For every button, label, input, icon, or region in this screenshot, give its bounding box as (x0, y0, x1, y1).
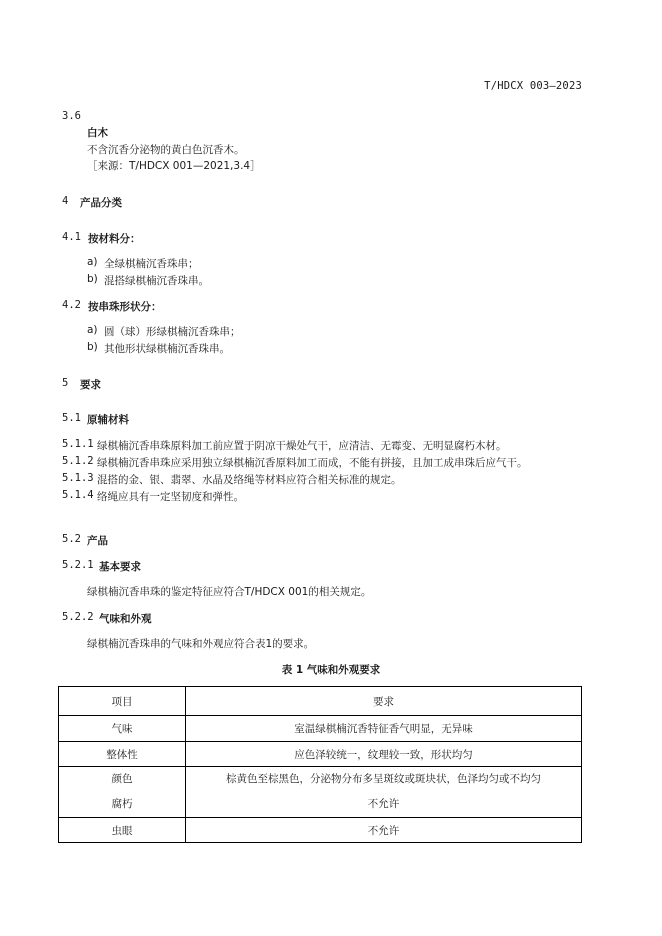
subsection-number: 4.2 (62, 299, 81, 311)
table-caption: 表 1 气味和外观要求 (281, 664, 381, 676)
clause-text: 绿棋楠沉香串珠应采用独立绿棋楠沉香原料加工而成，不能有拼接，且加工成串珠后应气干。 (97, 457, 528, 469)
list-marker: a) (87, 256, 98, 268)
section-number: 5 (62, 377, 69, 389)
list-item: 全绿棋楠沉香珠串； (104, 258, 199, 270)
subsection-title: 原辅材料 (87, 414, 129, 426)
clause-text: 绿棋楠沉香串珠原料加工前应置于阴凉干燥处气干，应清洁、无霉变、无明显腐朽木材。 (97, 440, 507, 452)
table-cell: 腐朽 (111, 798, 133, 810)
section-number: 4 (62, 195, 69, 207)
table-row (59, 716, 582, 742)
subsection-title: 按材料分： (88, 233, 141, 245)
clause-number: 5.1.1 (62, 438, 94, 450)
clause-text: 绿棋楠沉香珠串的气味和外观应符合表1的要求。 (87, 638, 315, 650)
subsection-number: 5.2 (62, 533, 81, 545)
clause-text: 络绳应具有一定坚韧度和弹性。 (97, 491, 244, 503)
clause-number: 5.1.4 (62, 489, 94, 501)
subsection-title: 按串珠形状分： (88, 301, 162, 313)
term-definition: 不含沉香分泌物的黄白色沉香木。 (87, 144, 245, 156)
table-header-row (59, 687, 582, 716)
list-marker: b) (87, 273, 98, 285)
clause-number: 3.6 (62, 110, 81, 122)
list-item: 混搭绿棋楠沉香珠串。 (104, 275, 209, 287)
clause-number: 5.1.2 (62, 455, 94, 467)
clause-number: 5.2.1 (62, 559, 94, 571)
table-cell: 应色泽较统一，纹理较一致，形状均匀 (186, 742, 582, 767)
term-source: ［来源：T/HDCX 001—2021,3.4］ (87, 160, 261, 172)
section-title: 产品分类 (80, 197, 122, 209)
table-cell-group (186, 767, 582, 818)
table-cell: 虫眼 (59, 818, 186, 843)
table-row (59, 767, 582, 818)
table-cell-group (59, 767, 186, 818)
section-title: 要求 (80, 379, 101, 391)
requirements-table (58, 686, 582, 843)
subsection-number: 4.1 (62, 231, 81, 243)
table-header-cell: 项目 (59, 687, 186, 716)
subsection-number: 5.1 (62, 412, 81, 424)
list-marker: a) (87, 324, 98, 336)
table-cell: 气味 (59, 716, 186, 742)
table-cell: 颜色 (111, 773, 133, 785)
table-cell: 不允许 (367, 798, 400, 810)
table-cell: 不允许 (186, 818, 582, 843)
clause-title: 气味和外观 (99, 613, 152, 625)
subsection-title: 产品 (87, 535, 108, 547)
term-title: 白木 (87, 127, 108, 139)
table-header-cell: 要求 (186, 687, 582, 716)
clause-title: 基本要求 (99, 561, 141, 573)
document-number: T/HDCX 003—2023 (484, 80, 582, 92)
table-cell: 整体性 (59, 742, 186, 767)
clause-text: 混搭的金、银、翡翠、水晶及络绳等材料应符合相关标准的规定。 (97, 474, 402, 486)
list-item: 圆（球）形绿棋楠沉香珠串； (104, 326, 241, 338)
table-cell: 室温绿棋楠沉香特征香气明显，无异味 (186, 716, 582, 742)
list-marker: b) (87, 341, 98, 353)
table-row (59, 742, 582, 767)
list-item: 其他形状绿棋楠沉香珠串。 (104, 343, 230, 355)
clause-text: 绿棋楠沉香串珠的鉴定特征应符合T/HDCX 001的相关规定。 (87, 586, 372, 598)
table-cell: 棕黄色至棕黑色，分泌物分布多呈斑纹或斑块状，色泽均匀或不均匀 (226, 773, 541, 785)
table-row (59, 818, 582, 843)
clause-number: 5.2.2 (62, 611, 94, 623)
clause-number: 5.1.3 (62, 472, 94, 484)
